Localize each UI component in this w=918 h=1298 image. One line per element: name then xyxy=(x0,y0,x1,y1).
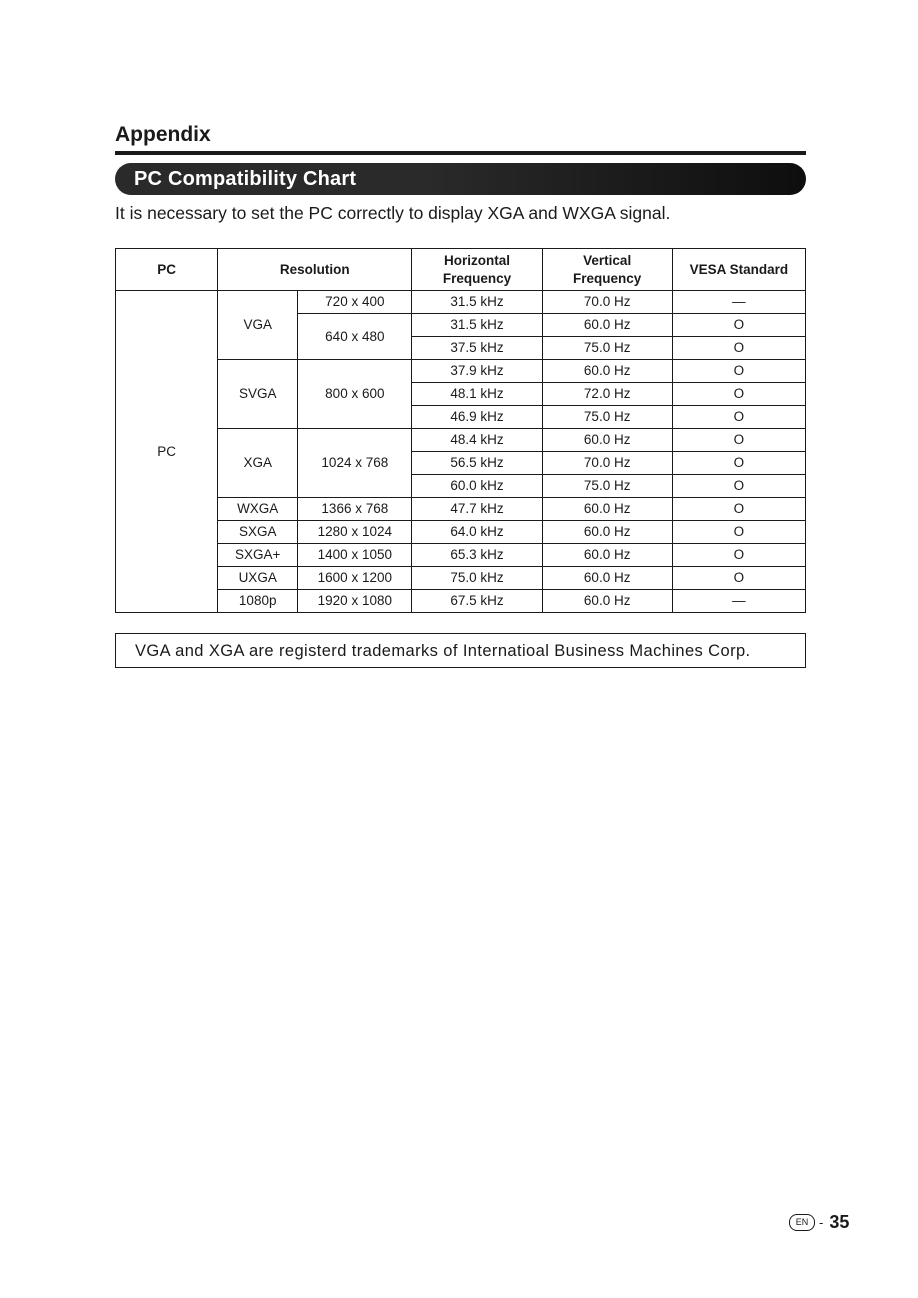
intro-text: It is necessary to set the PC correctly to display XGA and WXGA signal. xyxy=(115,203,671,223)
table-row xyxy=(116,429,806,452)
vertical-cell: 60.0 Hz xyxy=(542,314,672,337)
vesa-cell: O xyxy=(672,498,805,521)
resolution-cell: 1400 x 1050 xyxy=(298,544,412,567)
banner-title: PC Compatibility Chart xyxy=(134,168,357,190)
table-row xyxy=(116,291,806,314)
vertical-cell: 60.0 Hz xyxy=(542,544,672,567)
horizontal-cell: 65.3 kHz xyxy=(412,544,542,567)
horizontal-cell: 37.5 kHz xyxy=(412,337,542,360)
signal-vga: VGA xyxy=(218,291,298,360)
horizontal-cell: 48.1 kHz xyxy=(412,383,542,406)
vertical-cell: 75.0 Hz xyxy=(542,337,672,360)
table-row xyxy=(116,567,806,590)
vesa-cell: O xyxy=(672,314,805,337)
vesa-cell: O xyxy=(672,337,805,360)
table-row xyxy=(116,360,806,383)
vesa-cell: O xyxy=(672,475,805,498)
horizontal-cell: 31.5 kHz xyxy=(412,291,542,314)
vesa-cell: O xyxy=(672,544,805,567)
trademark-note-box xyxy=(115,633,806,668)
table-row xyxy=(116,498,806,521)
vertical-cell: 60.0 Hz xyxy=(542,429,672,452)
vertical-cell: 70.0 Hz xyxy=(542,291,672,314)
signal-sxga: SXGA xyxy=(218,521,298,544)
table-row xyxy=(116,544,806,567)
vesa-cell: O xyxy=(672,406,805,429)
signal-sxga-plus: SXGA+ xyxy=(218,544,298,567)
resolution-cell: 1600 x 1200 xyxy=(298,567,412,590)
vertical-cell: 70.0 Hz xyxy=(542,452,672,475)
horizontal-cell: 75.0 kHz xyxy=(412,567,542,590)
header-vertical-frequency: Vertical Frequency xyxy=(542,249,672,291)
signal-uxga: UXGA xyxy=(218,567,298,590)
horizontal-cell: 31.5 kHz xyxy=(412,314,542,337)
table-row xyxy=(116,521,806,544)
vesa-cell: O xyxy=(672,383,805,406)
chart-banner xyxy=(115,163,806,195)
header-vesa-standard: VESA Standard xyxy=(672,249,805,291)
resolution-cell: 640 x 480 xyxy=(298,314,412,360)
pc-group-cell: PC xyxy=(116,291,218,613)
vertical-cell: 60.0 Hz xyxy=(542,590,672,613)
header-horizontal-frequency: Horizontal Frequency xyxy=(412,249,542,291)
trademark-note: VGA and XGA are registerd trademarks of Internatioal Business Machines Corp. xyxy=(135,642,751,660)
vertical-cell: 72.0 Hz xyxy=(542,383,672,406)
horizontal-cell: 60.0 kHz xyxy=(412,475,542,498)
vertical-cell: 75.0 Hz xyxy=(542,475,672,498)
vesa-cell: O xyxy=(672,429,805,452)
horizontal-cell: 46.9 kHz xyxy=(412,406,542,429)
horizontal-cell: 48.4 kHz xyxy=(412,429,542,452)
vertical-cell: 60.0 Hz xyxy=(542,498,672,521)
vesa-cell: O xyxy=(672,567,805,590)
header-resolution: Resolution xyxy=(218,249,412,291)
vesa-cell: — xyxy=(672,590,805,613)
vertical-cell: 60.0 Hz xyxy=(542,567,672,590)
vesa-cell: O xyxy=(672,360,805,383)
horizontal-cell: 67.5 kHz xyxy=(412,590,542,613)
vesa-cell: O xyxy=(672,452,805,475)
header-pc: PC xyxy=(116,249,218,291)
resolution-cell: 800 x 600 xyxy=(298,360,412,429)
resolution-cell: 1920 x 1080 xyxy=(298,590,412,613)
resolution-cell: 1366 x 768 xyxy=(298,498,412,521)
table-row xyxy=(116,590,806,613)
resolution-cell: 720 x 400 xyxy=(298,291,412,314)
compatibility-table xyxy=(115,248,806,613)
section-title: Appendix xyxy=(115,123,211,146)
page-number: 35 xyxy=(829,1211,850,1232)
horizontal-cell: 56.5 kHz xyxy=(412,452,542,475)
page-footer xyxy=(789,1210,849,1234)
resolution-cell: 1024 x 768 xyxy=(298,429,412,498)
signal-wxga: WXGA xyxy=(218,498,298,521)
resolution-cell: 1280 x 1024 xyxy=(298,521,412,544)
vertical-cell: 75.0 Hz xyxy=(542,406,672,429)
footer-separator: - xyxy=(819,1214,824,1230)
language-badge-icon: EN xyxy=(789,1214,815,1231)
vertical-cell: 60.0 Hz xyxy=(542,360,672,383)
horizontal-cell: 37.9 kHz xyxy=(412,360,542,383)
table-header-row xyxy=(116,249,806,291)
section-rule xyxy=(115,151,806,155)
signal-1080p: 1080p xyxy=(218,590,298,613)
signal-svga: SVGA xyxy=(218,360,298,429)
horizontal-cell: 47.7 kHz xyxy=(412,498,542,521)
signal-xga: XGA xyxy=(218,429,298,498)
horizontal-cell: 64.0 kHz xyxy=(412,521,542,544)
vesa-cell: O xyxy=(672,521,805,544)
vesa-cell: — xyxy=(672,291,805,314)
vertical-cell: 60.0 Hz xyxy=(542,521,672,544)
